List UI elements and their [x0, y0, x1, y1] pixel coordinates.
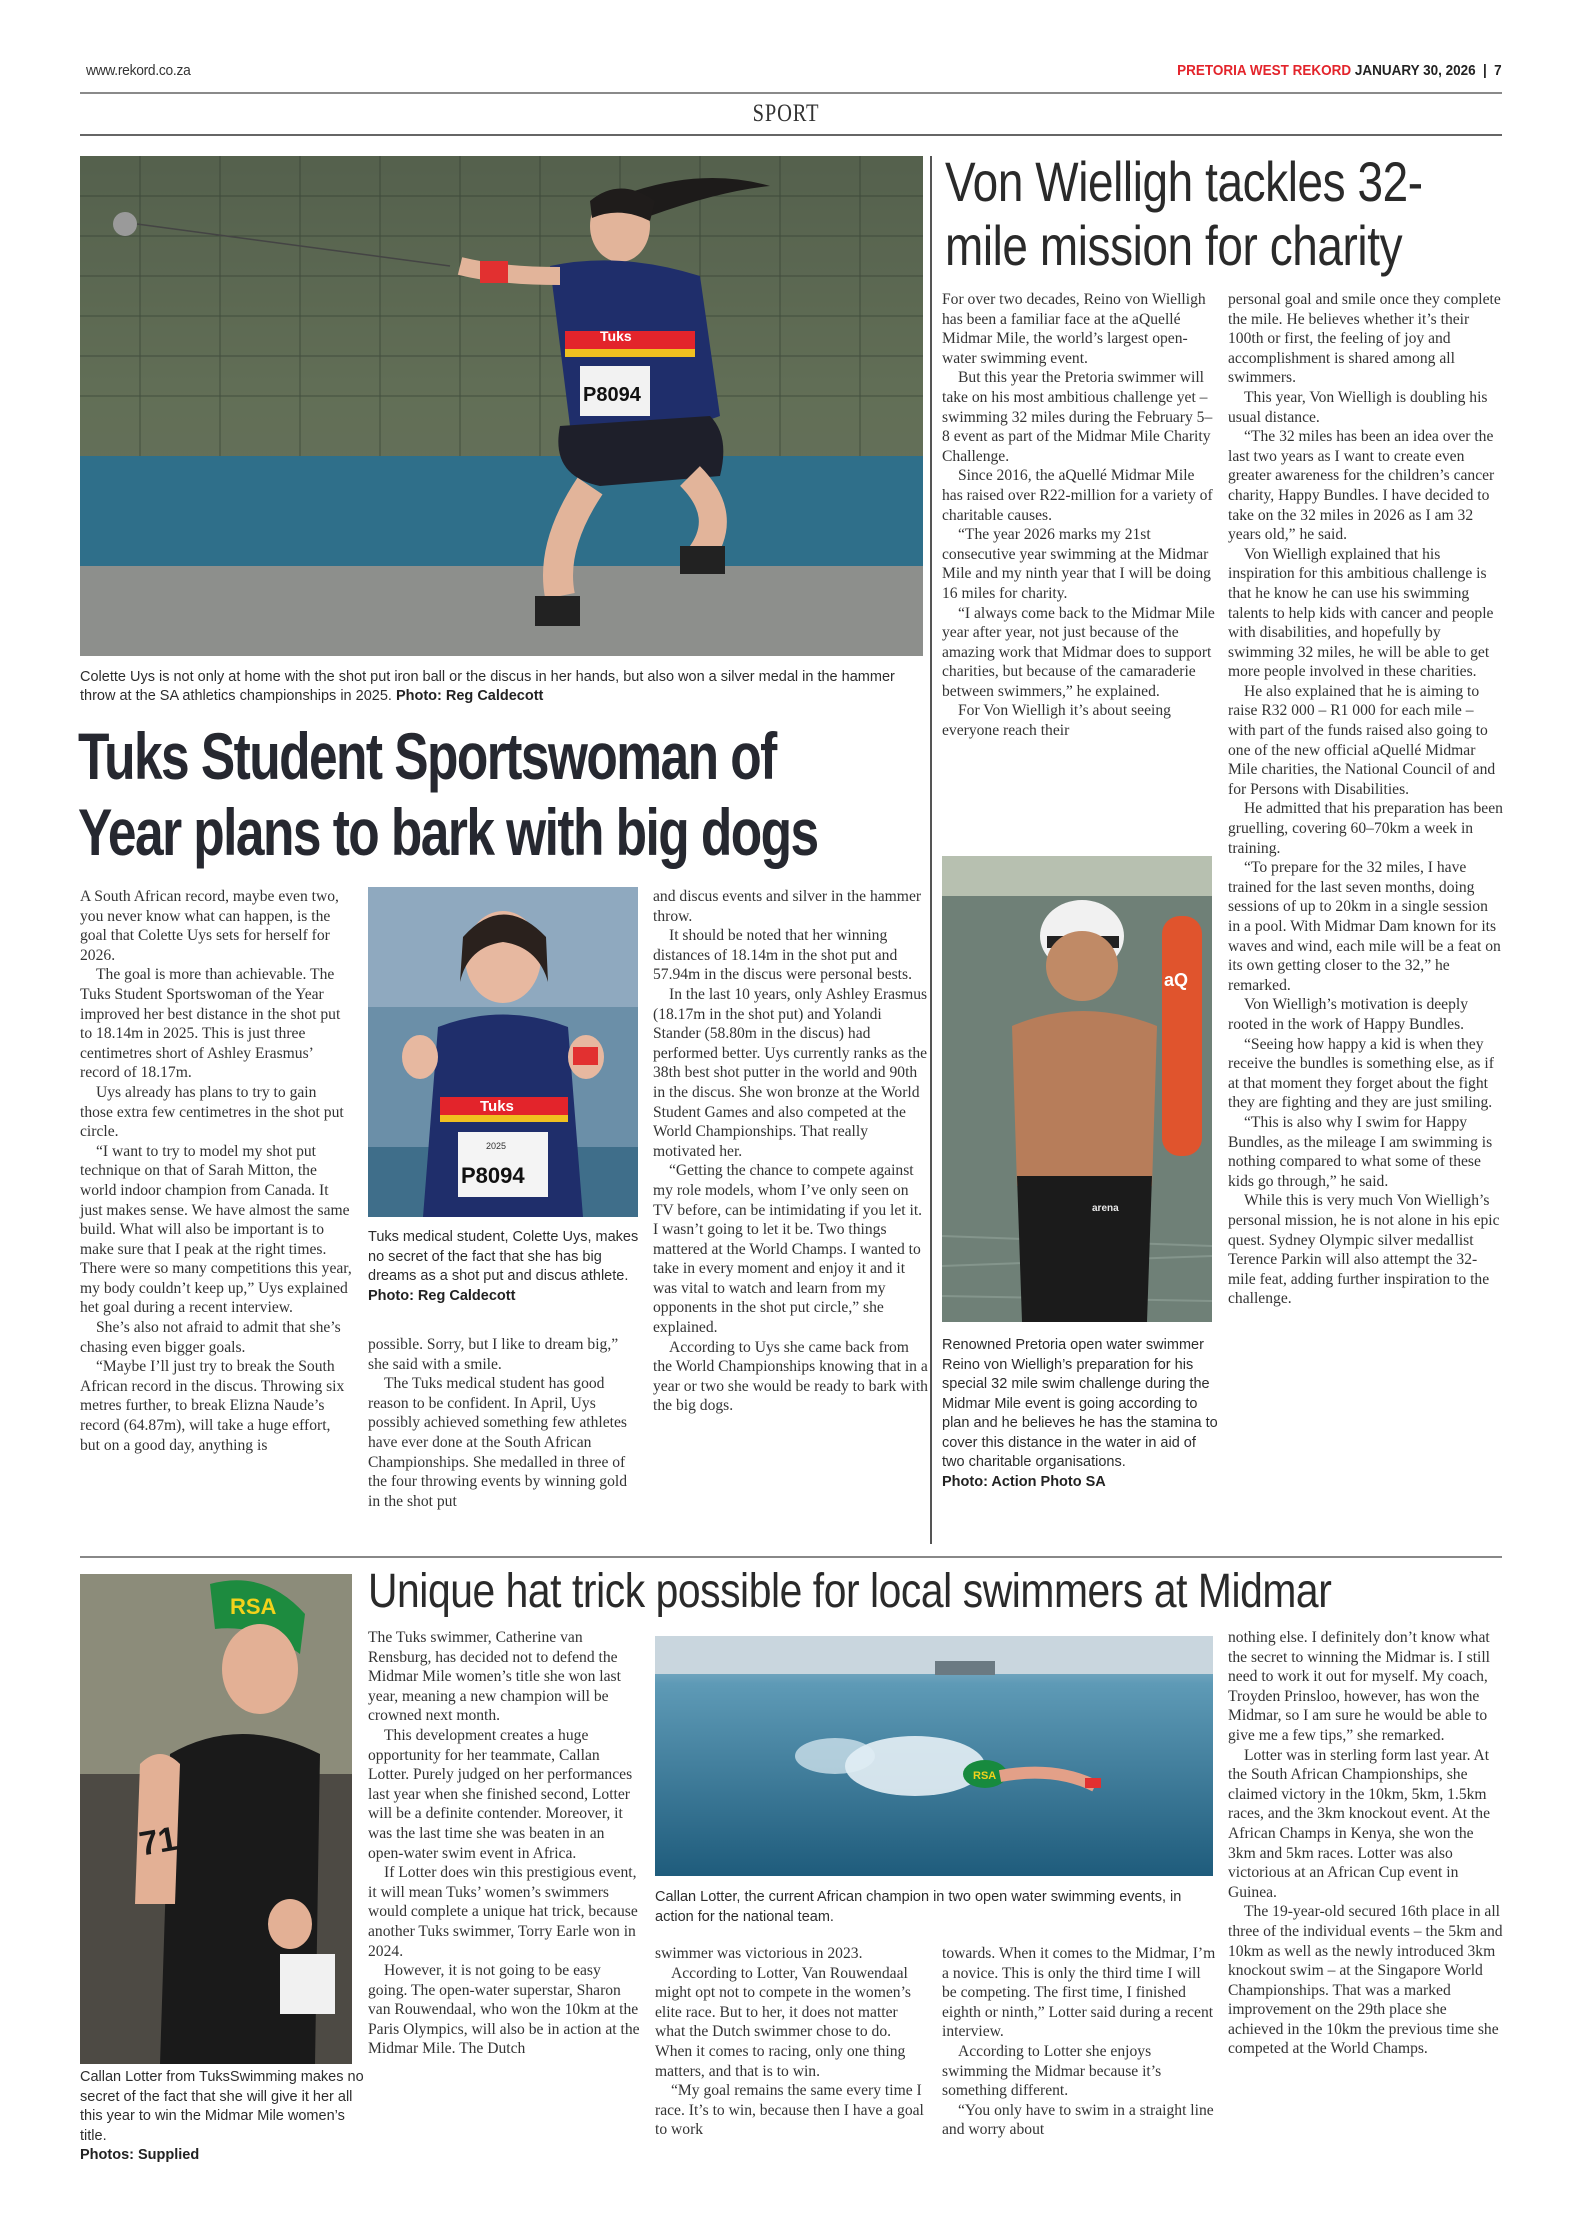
paragraph: “To prepare for the 32 miles, I have trained for the last seven months, doing sessions of up to 20km in a single session in a pool. With Midmar Dam known for its waves and wind, each mile will be a feat on its own getting closer to the 32,” he remarked. [1228, 859, 1501, 994]
svg-text:RSA: RSA [230, 1594, 277, 1619]
paragraph: If Lotter does win this prestigious event, it will mean Tuks’ women’s swimmers would complete a unique hat trick, because another Tuks swimmer, Torry Earle won in 2024. [368, 1864, 638, 1960]
svg-text:2025: 2025 [486, 1141, 507, 1151]
paragraph: This year, Von Wielligh is doubling his usual distance. [1228, 388, 1488, 426]
paragraph: “My goal remains the same every time I race. It’s to win, because then I have a goal to work [655, 2082, 924, 2139]
paragraph: Lotter was in sterling form last year. At the South African Championships, she claimed victory in the 10km, 5km, 1.5km races, and the 3km knockout event. At the African Champs in Kenya, she won the 3km and 5km races. Lotter was also victorious at an African Cup event in Guinea. [1228, 1746, 1490, 1901]
lotter-portrait-caption [80, 2068, 370, 2166]
headline-tuks-sportswoman [78, 718, 818, 870]
paragraph: According to Lotter she enjoys swimming the Midmar because it’s something different. [942, 2042, 1162, 2100]
photo-credit: Photo: Action Photo SA [942, 1473, 1106, 1490]
svg-text:Tuks: Tuks [480, 1098, 514, 1115]
paragraph: “Maybe I’ll just try to break the South African record in the discus. Throwing six metres further, to break Elizna Naude’s record (64.87m), will take a huge effort, but on a good day, anything is [80, 1358, 345, 1454]
article2-column-1 [942, 290, 1217, 741]
paragraph: “The 32 miles has been an idea over the last two years as I want to create even greater awareness for the children’s cancer charity, Happy Bundles. I have decided to take on the 32 miles in 2026 as I am 32 years old,” he said. [1228, 428, 1495, 544]
paragraph: personal goal and smile once they complete the mile. He believes whether it’s their 100th or first, the feeling of joy and accomplishment is shared among all swimmers. [1228, 291, 1501, 387]
svg-text:Tuks: Tuks [600, 328, 632, 344]
paragraph: possible. Sorry, but I like to dream big,” she said with a smile. [368, 1336, 619, 1373]
paragraph: The goal is more than achievable. The Tuks Student Sportswoman of the Year improved her best distance in the shot put to 18.14m in 2025. This is just three centimetres short of Ashley Erasmus’ record of 18.17m. [80, 966, 341, 1082]
issue-date: JANUARY 30, 2026 [1355, 62, 1476, 79]
svg-text:aQ: aQ [1164, 970, 1189, 990]
paragraph: The Tuks medical student has good reason to be confident. In April, Uys possibly achieved something few athletes have ever done at the South African Championships. She medalled in three of the four throwing events by winning gold in the shot put [368, 1375, 627, 1510]
caption-text: Tuks medical student, Colette Uys, makes no secret of the fact that she has big dreams as a shot put and discus athlete. [368, 1229, 639, 1284]
paragraph: While this is very much Von Wielligh’s personal mission, he is not alone in his epic quest. Sydney Olympic silver medallist Terence Parkin will also attempt the 32-mile feat, adding further inspiration to the challenge. [1228, 1192, 1500, 1308]
paragraph: “You only have to swim in a straight line and worry about [942, 2101, 1214, 2139]
paragraph: nothing else. I definitely don’t know what the secret to winning the Midmar is. I still need to work it out for myself. My coach, Troyden Prinsloo, however, has won the Midmar, so I am sure he would be able to give me a few tips,” she remarked. [1228, 1629, 1491, 1744]
paragraph: “This is also why I swim for Happy Bundles, as the mileage I am swimming is nothing compared to what some of these kids go through,” he said. [1228, 1113, 1493, 1190]
paragraph: “I always come back to the Midmar Mile year after year, not just because of the amazing work that Midmar does to support charities, but because of the camaraderie between swimmers,” he explained. [942, 604, 1215, 700]
header-rule [80, 92, 1502, 94]
article2-column-2 [1228, 290, 1503, 1309]
paragraph: He admitted that his preparation has been gruelling, covering 60–70km a week in training. [1228, 800, 1503, 857]
headline-line-2: mile mission for charity [945, 214, 1403, 277]
svg-text:RSA: RSA [973, 1770, 997, 1782]
article3-column-3 [942, 1944, 1217, 2140]
paragraph: According to Uys she came back from the World Championships knowing that in a year or two she would be ready to bark with the big dogs. [653, 1338, 928, 1415]
paragraph: Uys already has plans to try to gain those extra few centimetres in the shot put circle. [80, 1083, 344, 1141]
caption-text: Colette Uys is not only at home with the shot put iron ball or the discus in her hands, but also won a silver medal in the hammer throw at the SA athletics championships in 2025. [80, 669, 895, 704]
paragraph: swimmer was victorious in 2023. [655, 1945, 863, 1962]
svg-text:P8094: P8094 [461, 1163, 525, 1188]
lotter-swimming-caption: Callan Lotter, the current African champion in two open water swimming events, in action for the national team. [655, 1889, 1182, 1925]
photo-credit: Photo: Reg Caldecott [368, 1287, 516, 1304]
paragraph: “Getting the chance to compete against my role models, whom I’ve only seen on TV before, can be intimidating if you let it. I wasn’t going to let it be. Two things mattered at the World Champs. I wanted to take in every moment and enjoy it and it was vital to watch and learn from my opponents in the shot put circle,” she explained. [653, 1162, 923, 1337]
paragraph: Von Wielligh’s motivation is deeply rooted in the work of Happy Bundles. [1228, 996, 1469, 1033]
paragraph: “The year 2026 marks my 21st consecutive year swimming at the Midmar Mile and my ninth year that I will be doing 16 miles for charity. [942, 526, 1211, 602]
paragraph: But this year the Pretoria swimmer will take on his most ambitious challenge yet – swimming 32 miles during the February 5–8 event as part of the Midmar Mile Charity Challenge. [942, 369, 1213, 465]
section-label: SPORT [752, 100, 820, 127]
section-rule [80, 134, 1502, 136]
site-url[interactable]: www.rekord.co.za [86, 62, 191, 79]
headline-von-wielligh [945, 150, 1423, 278]
article1-column-3 [653, 887, 928, 1416]
paragraph: This development creates a huge opportunity for her teammate, Callan Lotter. Purely judged on her performances last year when she finished second, Lotter will be a definite contender. Moreover, it was the last time she was beaten in an open-water swim event in Africa. [368, 1726, 633, 1862]
von-wielligh-photo-caption [942, 1336, 1222, 1492]
photo-credit: Photo: Reg Caldecott [395, 688, 544, 704]
article3-column-4 [1228, 1628, 1503, 2059]
paragraph: It should be noted that her winning distances of 18.14m in the shot put and 57.94m in the discus were personal bests. [653, 927, 912, 984]
paragraph: He also explained that he is aiming to raise R32 000 – R1 000 for each mile – with part of the funds raised also going to one of the new official aQuellé Midmar Mile charities, the National Council of and for Persons with Disabilities. [1228, 682, 1496, 798]
photo-credit: Photos: Supplied [80, 2147, 200, 2163]
column-divider [930, 156, 932, 1544]
paragraph: For over two decades, Reino von Wielligh has been a familiar face at the aQuellé Midmar Mile, the world’s largest open-water swimming event. [942, 291, 1206, 367]
portrait-photo-caption [368, 1228, 640, 1306]
headline-line-2: Year plans to bark with big dogs [78, 795, 818, 869]
hammer-throw-photo [80, 156, 923, 656]
paragraph: and discus events and silver in the hammer throw. [653, 888, 922, 925]
masthead [1177, 62, 1502, 79]
masthead-separator: | [1483, 62, 1488, 79]
paragraph: “I want to try to model my shot put technique on that of Sarah Mitton, the world indoor champion from Canada. It just makes sense. We have almost the same build. What will also be important is to make sure that I peak at the right times. There were so many competitions this year, my body couldn’t keep up,” Uys explained het goal during a recent interview. [80, 1142, 352, 1317]
reino-von-wielligh-photo [942, 856, 1212, 1322]
article1-column-2 [368, 1335, 640, 1511]
paragraph: “Seeing how happy a kid is when they receive the bundles is something else, as if at that moment they forget about the fight they are fighting and they are just smiling. [1228, 1035, 1494, 1112]
paragraph: For Von Wielligh it’s about seeing everyone reach their [942, 702, 1171, 740]
headline-unique-hat-trick: Unique hat trick possible for local swimmers at Midmar [368, 1565, 1332, 1618]
lotter-swimming-photo [655, 1636, 1213, 1876]
page-number: 7 [1494, 62, 1502, 79]
article3-column-1 [368, 1628, 640, 2059]
svg-text:P8094: P8094 [583, 384, 641, 406]
caption-text: Renowned Pretoria open water swimmer Reino von Wielligh’s preparation for his special 32 mile swim challenge during the Midmar Mile event is going according to plan and he believes he has the stamina to cover this distance in the water in aid of two charitable organisations. [942, 1337, 1218, 1470]
paragraph: towards. When it comes to the Midmar, I’m a novice. This is only the third time I will be competing. The first time, I finished eighth or ninth,” Lotter said during a recent interview. [942, 1945, 1216, 2041]
paragraph: She’s also not afraid to admit that she’s chasing even bigger goals. [80, 1319, 341, 1356]
paragraph: According to Lotter, Van Rouwendaal might opt not to compete in the women’s elite race. But to her, it does not matter what the Dutch swimmer chose to do. When it comes to racing, only one thing matters, and that is to win. [655, 1964, 911, 2080]
publication-name: PRETORIA WEST REKORD [1177, 62, 1352, 79]
article-divider [80, 1556, 1502, 1558]
paragraph: However, it is not going to be easy going. The open-water superstar, Sharon van Rouwendaal, who won the 10km at the Paris Olympics, will also be in action at the Midmar Mile. The Dutch [368, 1962, 640, 2058]
colette-uys-portrait-photo [368, 887, 638, 1217]
caption-text: Callan Lotter from TuksSwimming makes no secret of the fact that she will give it her all this year to win the Midmar Mile women’s title. [80, 2069, 364, 2144]
paragraph: The Tuks swimmer, Catherine van Rensburg, has decided not to defend the Midmar Mile women’s title she won last year, meaning a new champion will be crowned next month. [368, 1629, 621, 1725]
paragraph: In the last 10 years, only Ashley Erasmus (18.17m in the shot put) and Yolandi Stander (58.80m in the discus) had performed better. Uys currently ranks as the 38th best shot putter in the world and 90th in the discus. She won bronze at the World Student Games and also competed at the World Championships. That really motivated her. [653, 985, 928, 1160]
article1-column-1 [80, 887, 352, 1455]
paragraph: The 19-year-old secured 16th place in all three of the individual events – the 5km and 10km as well as the newly introduced 3km knockout swim – at the Singapore World Championships. That was a marked improvement on the 29th place she achieved in the 10km the previous time she competed at the World Champs. [1228, 1903, 1503, 2058]
paragraph: Von Wielligh explained that his inspiration for this ambitious challenge is that he know he can use his swimming talents to help kids with cancer and people with disabilities, and hopefully by swimming 32 miles, he will be able to get more people involved in these charities. [1228, 545, 1494, 681]
svg-text:71: 71 [136, 1819, 181, 1864]
svg-text:arena: arena [1092, 1203, 1119, 1214]
headline-line-1: Von Wielligh tackles 32- [945, 150, 1423, 213]
paragraph: A South African record, maybe even two, you never know what can happen, is the goal that Colette Uys sets for herself for 2026. [80, 888, 339, 964]
hammer-photo-caption [80, 668, 930, 706]
article3-column-2 [655, 1944, 927, 2140]
headline-line-1: Tuks Student Sportswoman of [78, 719, 776, 793]
callan-lotter-portrait-photo [80, 1574, 352, 2064]
paragraph: Since 2016, the aQuellé Midmar Mile has raised over R22-million for a variety of charitable causes. [942, 467, 1213, 524]
